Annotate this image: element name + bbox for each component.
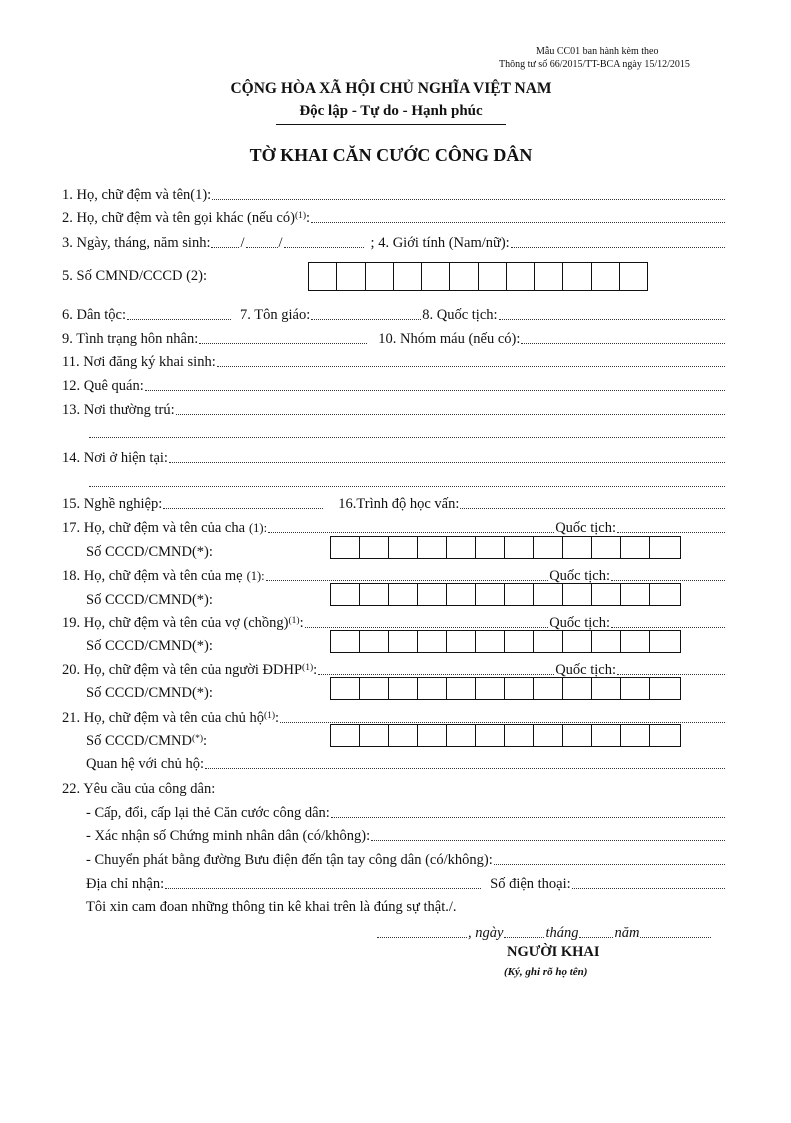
field-label-note: (1): xyxy=(249,521,268,535)
digit-box[interactable] xyxy=(421,263,449,290)
form-code: Mẫu CC01 ban hành kèm theo xyxy=(536,46,659,57)
day-input[interactable] xyxy=(504,936,544,938)
field-label: 10. Nhóm máu (nếu có): xyxy=(378,331,521,347)
digit-box[interactable] xyxy=(417,584,446,605)
field-label: ; 4. Giới tính (Nam/nữ): xyxy=(370,235,510,251)
digit-box[interactable] xyxy=(534,263,562,290)
digit-box[interactable] xyxy=(591,725,620,746)
circular-reference: Thông tư số 66/2015/TT-BCA ngày 15/12/2015 xyxy=(499,59,690,70)
digit-box[interactable] xyxy=(309,263,336,290)
field-label: 3. Ngày, tháng, năm sinh: xyxy=(62,235,211,251)
digit-box[interactable] xyxy=(620,678,649,699)
national-motto: Độc lập - Tự do - Hạnh phúc xyxy=(299,103,483,119)
field-label-colon: : xyxy=(203,733,208,749)
place-input[interactable] xyxy=(377,936,467,938)
marital-status-input[interactable] xyxy=(199,342,367,344)
digit-box[interactable] xyxy=(591,584,620,605)
field-label: 13. Nơi thường trú: xyxy=(62,402,175,418)
field-label: 1. Họ, chữ đệm và tên(1): xyxy=(62,187,212,203)
field-id-number xyxy=(62,264,282,284)
religion-input[interactable] xyxy=(311,318,421,320)
digit-box[interactable] xyxy=(562,584,591,605)
digit-box[interactable] xyxy=(504,725,533,746)
digit-box[interactable] xyxy=(449,263,477,290)
pledge-statement xyxy=(86,895,726,915)
field-mother xyxy=(62,564,726,584)
id-confirmation-input[interactable] xyxy=(371,839,725,841)
digit-box[interactable] xyxy=(504,537,533,558)
footnote-mark: (1) xyxy=(288,616,300,626)
representative-nationality-input[interactable] xyxy=(617,673,725,675)
digit-box[interactable] xyxy=(365,263,393,290)
permanent-residence-continuation xyxy=(88,421,726,441)
field-label: 21. Họ, chữ đệm và tên của chủ hộ xyxy=(62,710,264,726)
representative-id-boxes[interactable] xyxy=(330,677,681,700)
digit-box[interactable] xyxy=(331,678,359,699)
field-permanent-residence xyxy=(62,398,726,418)
field-label: 18. Họ, chữ đệm và tên của mẹ xyxy=(62,568,243,584)
field-label: 20. Họ, chữ đệm và tên của người ĐDHP xyxy=(62,662,303,678)
household-head-id-label-row xyxy=(86,729,326,749)
permanent-residence-input[interactable] xyxy=(176,413,725,415)
current-residence-input-line2[interactable] xyxy=(89,485,725,487)
digit-box[interactable] xyxy=(417,631,446,652)
date-separator: / xyxy=(278,235,283,251)
field-postal-delivery xyxy=(86,848,726,868)
field-label: Quốc tịch: xyxy=(549,615,610,631)
field-label: Địa chỉ nhận: xyxy=(86,876,165,892)
digit-box[interactable] xyxy=(388,678,417,699)
field-label: 12. Quê quán: xyxy=(62,378,144,394)
birth-month-input[interactable] xyxy=(246,246,278,248)
digit-box[interactable] xyxy=(475,631,504,652)
field-label: Số CCCD/CMND(*): xyxy=(86,544,213,560)
footnote-mark: (1) xyxy=(302,663,314,673)
field-card-issue xyxy=(86,801,726,821)
father-nationality-input[interactable] xyxy=(617,531,725,533)
digit-box[interactable] xyxy=(649,631,678,652)
card-issue-input[interactable] xyxy=(331,816,725,818)
spouse-id-label-row xyxy=(86,634,306,654)
month-label: tháng xyxy=(545,925,579,941)
spouse-name-input[interactable] xyxy=(305,626,549,628)
month-input[interactable] xyxy=(579,936,613,938)
digit-box[interactable] xyxy=(562,725,591,746)
field-current-residence xyxy=(62,446,726,466)
pledge-text: Tôi xin cam đoan những thông tin kê khai trên là đúng sự thật./. xyxy=(86,899,457,915)
digit-box[interactable] xyxy=(562,263,590,290)
digit-box[interactable] xyxy=(475,537,504,558)
field-label: 22. Yêu cầu của công dân: xyxy=(62,781,216,797)
digit-box[interactable] xyxy=(649,584,678,605)
spouse-nationality-input[interactable] xyxy=(611,626,725,628)
permanent-residence-input-line2[interactable] xyxy=(89,436,725,438)
digit-box[interactable] xyxy=(446,537,475,558)
relation-input[interactable] xyxy=(205,767,725,769)
field-label: 14. Nơi ở hiện tại: xyxy=(62,450,168,466)
signature-instruction: (Ký, ghi rõ họ tên) xyxy=(504,966,588,978)
digit-box[interactable] xyxy=(620,725,649,746)
mother-name-input[interactable] xyxy=(266,579,549,581)
digit-box[interactable] xyxy=(649,725,678,746)
field-label: 5. Số CMND/CCCD (2): xyxy=(62,268,208,284)
digit-box[interactable] xyxy=(388,725,417,746)
digit-box[interactable] xyxy=(533,678,562,699)
digit-box[interactable] xyxy=(562,537,591,558)
field-label: Quốc tịch: xyxy=(555,662,616,678)
digit-box[interactable] xyxy=(417,678,446,699)
field-label: 7. Tôn giáo: xyxy=(240,307,311,323)
digit-box[interactable] xyxy=(533,725,562,746)
birth-year-input[interactable] xyxy=(284,246,364,248)
digit-box[interactable] xyxy=(533,631,562,652)
digit-box[interactable] xyxy=(475,725,504,746)
field-label: Số CCCD/CMND xyxy=(86,733,192,749)
digit-box[interactable] xyxy=(331,584,359,605)
household-head-name-input[interactable] xyxy=(280,721,725,723)
digit-box[interactable] xyxy=(359,678,388,699)
place-date-line xyxy=(376,921,712,941)
field-label: - Xác nhận số Chứng minh nhân dân (có/không): xyxy=(86,828,371,844)
spouse-id-boxes[interactable] xyxy=(330,630,681,653)
digit-box[interactable] xyxy=(417,537,446,558)
digit-box[interactable] xyxy=(504,631,533,652)
digit-box[interactable] xyxy=(331,631,359,652)
form-title: TỜ KHAI CĂN CƯỚC CÔNG DÂN xyxy=(249,145,533,165)
year-label: năm xyxy=(614,925,640,941)
field-label: - Cấp, đổi, cấp lại thẻ Căn cước công dân: xyxy=(86,805,330,821)
digit-box[interactable] xyxy=(359,537,388,558)
current-residence-continuation xyxy=(88,470,726,490)
field-label-colon: : xyxy=(306,210,311,226)
digit-box[interactable] xyxy=(446,678,475,699)
digit-box[interactable] xyxy=(446,631,475,652)
field-label: Quan hệ với chủ hộ: xyxy=(86,756,205,772)
mother-id-label-row xyxy=(86,588,306,608)
field-label: 16.Trình độ học vấn: xyxy=(338,496,460,512)
digit-box[interactable] xyxy=(620,631,649,652)
digit-box[interactable] xyxy=(475,584,504,605)
field-label: 17. Họ, chữ đệm và tên của cha xyxy=(62,520,245,536)
digit-box[interactable] xyxy=(393,263,421,290)
digit-box[interactable] xyxy=(388,631,417,652)
field-ethnicity-religion-nationality xyxy=(62,303,726,323)
digit-box[interactable] xyxy=(359,631,388,652)
digit-box[interactable] xyxy=(591,678,620,699)
digit-box[interactable] xyxy=(388,537,417,558)
digit-box[interactable] xyxy=(331,725,359,746)
representative-id-label-row xyxy=(86,681,306,701)
digit-box[interactable] xyxy=(504,584,533,605)
field-label: 6. Dân tộc: xyxy=(62,307,127,323)
field-label: 15. Nghề nghiệp: xyxy=(62,496,163,512)
occupation-input[interactable] xyxy=(163,507,323,509)
digit-box[interactable] xyxy=(562,631,591,652)
field-birth-registration xyxy=(62,350,726,370)
digit-box[interactable] xyxy=(506,263,534,290)
field-hometown xyxy=(62,374,726,394)
representative-name-input[interactable] xyxy=(318,673,554,675)
field-label: 2. Họ, chữ đệm và tên gọi khác (nếu có) xyxy=(62,210,295,226)
digit-box[interactable] xyxy=(591,631,620,652)
field-address-phone xyxy=(86,872,726,892)
current-residence-input[interactable] xyxy=(169,461,725,463)
field-label: Quốc tịch: xyxy=(549,568,610,584)
digit-box[interactable] xyxy=(591,537,620,558)
field-citizen-requests xyxy=(62,777,726,797)
field-relation-to-head xyxy=(86,752,726,772)
digit-box[interactable] xyxy=(504,678,533,699)
year-input[interactable] xyxy=(640,936,711,938)
education-input[interactable] xyxy=(460,507,725,509)
field-label: 9. Tình trạng hôn nhân: xyxy=(62,331,199,347)
field-birth-gender xyxy=(62,231,726,251)
digit-box[interactable] xyxy=(649,678,678,699)
field-other-name xyxy=(62,206,726,226)
digit-box[interactable] xyxy=(591,263,619,290)
phone-input[interactable] xyxy=(572,887,725,889)
field-label: Số điện thoại: xyxy=(490,876,571,892)
field-label-colon: : xyxy=(299,615,304,631)
digit-box[interactable] xyxy=(417,725,446,746)
mother-id-boxes[interactable] xyxy=(330,583,681,606)
digit-box[interactable] xyxy=(478,263,506,290)
ethnicity-input[interactable] xyxy=(127,318,231,320)
father-id-boxes[interactable] xyxy=(330,536,681,559)
id-number-boxes[interactable] xyxy=(308,262,648,291)
field-label: 8. Quốc tịch: xyxy=(422,307,498,323)
digit-box[interactable] xyxy=(562,678,591,699)
nation-name: CỘNG HÒA XÃ HỘI CHỦ NGHĨA VIỆT NAM xyxy=(230,80,552,97)
field-id-confirmation xyxy=(86,824,726,844)
field-occupation-education xyxy=(62,492,726,512)
digit-box[interactable] xyxy=(331,537,359,558)
footnote-mark: (1) xyxy=(294,211,307,221)
hometown-input[interactable] xyxy=(145,389,725,391)
nationality-input[interactable] xyxy=(499,318,725,320)
digit-box[interactable] xyxy=(359,584,388,605)
field-marital-blood xyxy=(62,327,726,347)
digit-box[interactable] xyxy=(336,263,364,290)
field-label: Quốc tịch: xyxy=(555,520,616,536)
birth-day-input[interactable] xyxy=(211,246,239,248)
father-id-label-row xyxy=(86,540,306,560)
date-label: , ngày xyxy=(468,925,504,941)
digit-box[interactable] xyxy=(649,537,678,558)
field-label: - Chuyển phát bằng đường Bưu điện đến tận tay công dân (có/không): xyxy=(86,852,493,868)
full-name-input[interactable] xyxy=(212,198,725,200)
digit-box[interactable] xyxy=(533,584,562,605)
field-label-note: (1): xyxy=(246,569,265,583)
field-label: 19. Họ, chữ đệm và tên của vợ (chồng) xyxy=(62,615,289,631)
digit-box[interactable] xyxy=(475,678,504,699)
digit-box[interactable] xyxy=(388,584,417,605)
field-label: 11. Nơi đăng ký khai sinh: xyxy=(62,354,216,370)
field-household-head xyxy=(62,706,726,726)
field-father xyxy=(62,516,726,536)
gender-input[interactable] xyxy=(511,246,725,248)
digit-box[interactable] xyxy=(359,725,388,746)
digit-box[interactable] xyxy=(446,584,475,605)
digit-box[interactable] xyxy=(533,537,562,558)
footnote-mark: (1) xyxy=(263,711,276,721)
address-input[interactable] xyxy=(165,887,481,889)
father-name-input[interactable] xyxy=(268,531,554,533)
declarant-title: NGƯỜI KHAI xyxy=(507,944,600,960)
digit-box[interactable] xyxy=(620,584,649,605)
field-label-colon: : xyxy=(313,662,318,678)
other-name-input[interactable] xyxy=(311,221,725,223)
date-separator: / xyxy=(240,235,245,251)
household-head-id-boxes[interactable] xyxy=(330,724,681,747)
field-label: Số CCCD/CMND(*): xyxy=(86,685,213,701)
postal-delivery-input[interactable] xyxy=(494,863,725,865)
field-full-name xyxy=(62,183,726,203)
blood-type-input[interactable] xyxy=(521,342,725,344)
field-label-colon: : xyxy=(275,710,280,726)
digit-box[interactable] xyxy=(620,537,649,558)
footnote-mark: (*) xyxy=(191,734,204,744)
field-legal-representative xyxy=(62,658,726,678)
birth-registration-input[interactable] xyxy=(217,365,725,367)
field-label: Số CCCD/CMND(*): xyxy=(86,592,213,608)
digit-box[interactable] xyxy=(619,263,647,290)
field-label: Số CCCD/CMND(*): xyxy=(86,638,213,654)
mother-nationality-input[interactable] xyxy=(611,579,725,581)
motto-underline xyxy=(276,124,506,125)
field-spouse xyxy=(62,611,726,631)
digit-box[interactable] xyxy=(446,725,475,746)
